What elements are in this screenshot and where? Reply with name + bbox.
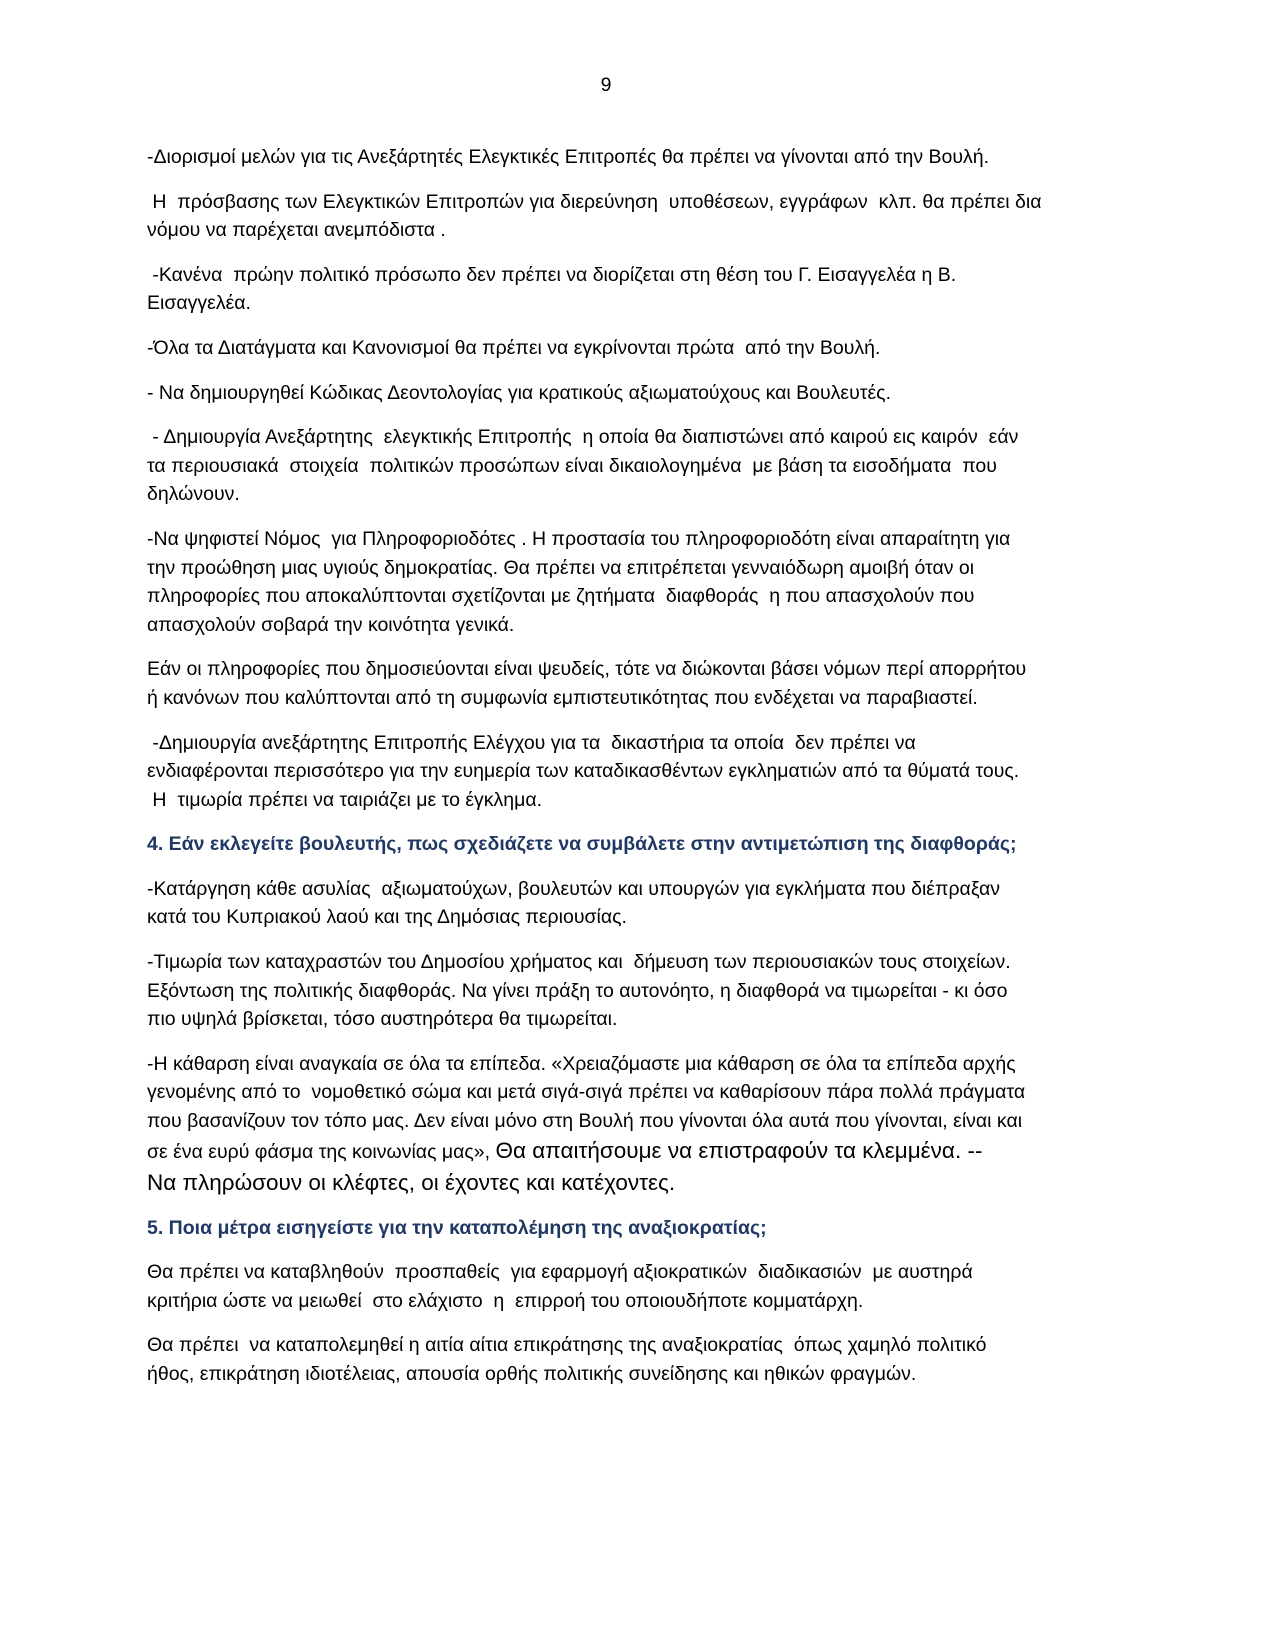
paragraph — [147, 261, 1237, 318]
paragraph-line: Θα πρέπει να καταπολεμηθεί η αιτία αίτια επικράτησης της αναξιοκρατίας όπως χαμηλό πολιτικό — [147, 1334, 987, 1357]
paragraph-line: τα περιουσιακά στοιχεία πολιτικών προσώπων είναι δικαιολογημένα με βάση τα εισοδήματα που — [147, 454, 997, 477]
paragraph-line: απασχολούν σοβαρά την κοινότητα γενικά. — [147, 613, 515, 636]
paragraph — [147, 143, 1237, 172]
paragraph-line: κριτήρια ώστε να μειωθεί στο ελάχιστο η επιρροή του οποιουδήποτε κομματάρχη. — [147, 1289, 864, 1312]
emphasis-text: Θα απαιτήσουμε να επιστραφούν τα κλεμμένα. -- — [495, 1137, 983, 1163]
paragraph-line: -Διορισμοί μελών για τις Ανεξάρτητές Ελεγκτικές Επιτροπές θα πρέπει να γίνονται από την Βουλή. — [147, 146, 990, 168]
paragraph-line: πιο υψηλά βρίσκεται, τόσο αυστηρότερα θα τιμωρείται. — [147, 1008, 618, 1031]
paragraph — [147, 655, 1237, 712]
paragraph-line: Η πρόσβασης των Ελεγκτικών Επιτροπών για διερεύνηση υποθέσεων, εγγράφων κλπ. θα πρέπει δια — [147, 190, 1042, 213]
paragraph — [147, 948, 1237, 1034]
paragraph-line: πληροφορίες που αποκαλύπτονται σχετίζονται με ζητήματα διαφθοράς η που απασχολούν που — [147, 585, 975, 608]
paragraph-line: ενδιαφέρονται περισσότερο για την ευημερία των καταδικασθέντων εγκληματιών από τα θύματά τους. — [147, 760, 1020, 783]
paragraph — [147, 188, 1237, 245]
paragraph — [147, 1050, 1237, 1198]
paragraph-line: -Δημιουργία ανεξάρτητης Επιτροπής Ελέγχου για τα δικαστήρια τα οποία δεν πρέπει να — [147, 731, 916, 754]
paragraph-line: - Δημιουργία Ανεξάρτητης ελεγκτικής Επιτροπής η οποία θα διαπιστώνει από καιρού εις καιρόν εάν — [147, 426, 1019, 449]
paragraph-line: γενομένης από το νομοθετικό σώμα και μετά σιγά-σιγά πρέπει να καθαρίσουν πάρα πολλά πράγματα — [147, 1081, 1026, 1104]
paragraph-line: Εάν οι πληροφορίες που δημοσιεύονται είναι ψευδείς, τότε να διώκονται βάσει νόμων περί απορρήτου — [147, 658, 1027, 681]
paragraph-line: - Να δημιουργηθεί Κώδικας Δεοντολογίας για κρατικούς αξιωματούχους και Βουλευτές. — [147, 381, 891, 404]
paragraph — [147, 1331, 1237, 1388]
paragraph-line: -Η κάθαρση είναι αναγκαία σε όλα τα επίπεδα. «Χρειαζόμαστε μια κάθαρση σε όλα τα επίπεδα αρχής — [147, 1052, 1016, 1075]
paragraph-line: Εισαγγελέα. — [147, 292, 251, 315]
paragraph — [147, 379, 1237, 408]
paragraph-line: Η τιμωρία πρέπει να ταιριάζει με το έγκλημα. — [147, 788, 543, 811]
paragraph — [147, 875, 1237, 932]
emphasis-text: Να πληρώσουν οι κλέφτες, οι έχοντες και κατέχοντες. — [147, 1169, 676, 1195]
paragraph-line: Εξόντωση της πολιτικής διαφθοράς. Να γίνει πράξη το αυτονόητο, η διαφθορά να τιμωρείται - κι όσο — [147, 979, 1008, 1002]
paragraph-line: νόμου να παρέχεται ανεμπόδιστα . — [147, 219, 446, 242]
paragraph-line: Θα πρέπει να καταβληθούν προσπαθείς για εφαρμογή αξιοκρατικών διαδικασιών με αυστηρά — [147, 1261, 973, 1284]
paragraph-line: -Κατάργηση κάθε ασυλίας αξιωματούχων, βουλευτών και υπουργών για εγκλήματα που διέπραξαν — [147, 877, 1001, 900]
paragraph — [147, 1258, 1237, 1315]
page-number: 9 — [600, 74, 612, 96]
paragraph — [147, 423, 1237, 509]
paragraph-line: -Όλα τα Διατάγματα και Κανονισμοί θα πρέπει να εγκρίνονται πρώτα από την Βουλή. — [147, 336, 881, 359]
document-body — [147, 143, 1237, 1405]
paragraph — [147, 729, 1237, 815]
paragraph-line: ή κανόνων που καλύπτονται από τη συμφωνία εμπιστευτικότητας που ενδέχεται να παραβιαστεί. — [147, 686, 978, 709]
paragraph-line: κατά του Κυπριακού λαού και της Δημόσιας περιουσίας. — [147, 906, 627, 929]
paragraph-line-text: σε ένα ευρύ φάσμα της κοινωνίας μας», — [147, 1140, 496, 1163]
paragraph-line: ήθος, επικράτηση ιδιοτέλειας, απουσία ορθής πολιτικής συνείδησης και ηθικών φραγμών. — [147, 1363, 917, 1385]
paragraph-line: δηλώνουν. — [147, 483, 240, 506]
paragraph-line: -Κανένα πρώην πολιτικό πρόσωπο δεν πρέπει να διορίζεται στη θέση του Γ. Εισαγγελέα η Β. — [147, 263, 957, 286]
paragraph-line: -Τιμωρία των καταχραστών του Δημοσίου χρήματος και δήμευση των περιουσιακών τους στοιχείων. — [147, 951, 1011, 974]
paragraph-line: την προώθηση μιας υγιούς δημοκρατίας. Θα πρέπει να επιτρέπεται γενναιόδωρη αμοιβή όταν οι — [147, 556, 975, 579]
paragraph — [147, 334, 1237, 363]
paragraph-line: που βασανίζουν τον τόπο μας. Δεν είναι μόνο στη Βουλή που γίνονται όλα αυτά που γίνονται, είναι και — [147, 1110, 1023, 1133]
paragraph-line — [147, 1136, 1237, 1167]
paragraph — [147, 525, 1237, 639]
paragraph-line: -Να ψηφιστεί Νόμος για Πληροφοριοδότες . Η προστασία του πληροφοριοδότη είναι απαραίτητη για — [147, 527, 1011, 550]
question-heading: 4. Εάν εκλεγείτε βουλευτής, πως σχεδιάζετε να συμβάλετε στην αντιμετώπιση της διαφθοράς; — [147, 833, 1017, 856]
question-heading: 5. Ποια μέτρα εισηγείστε για την καταπολέμηση της αναξιοκρατίας; — [147, 1216, 767, 1239]
